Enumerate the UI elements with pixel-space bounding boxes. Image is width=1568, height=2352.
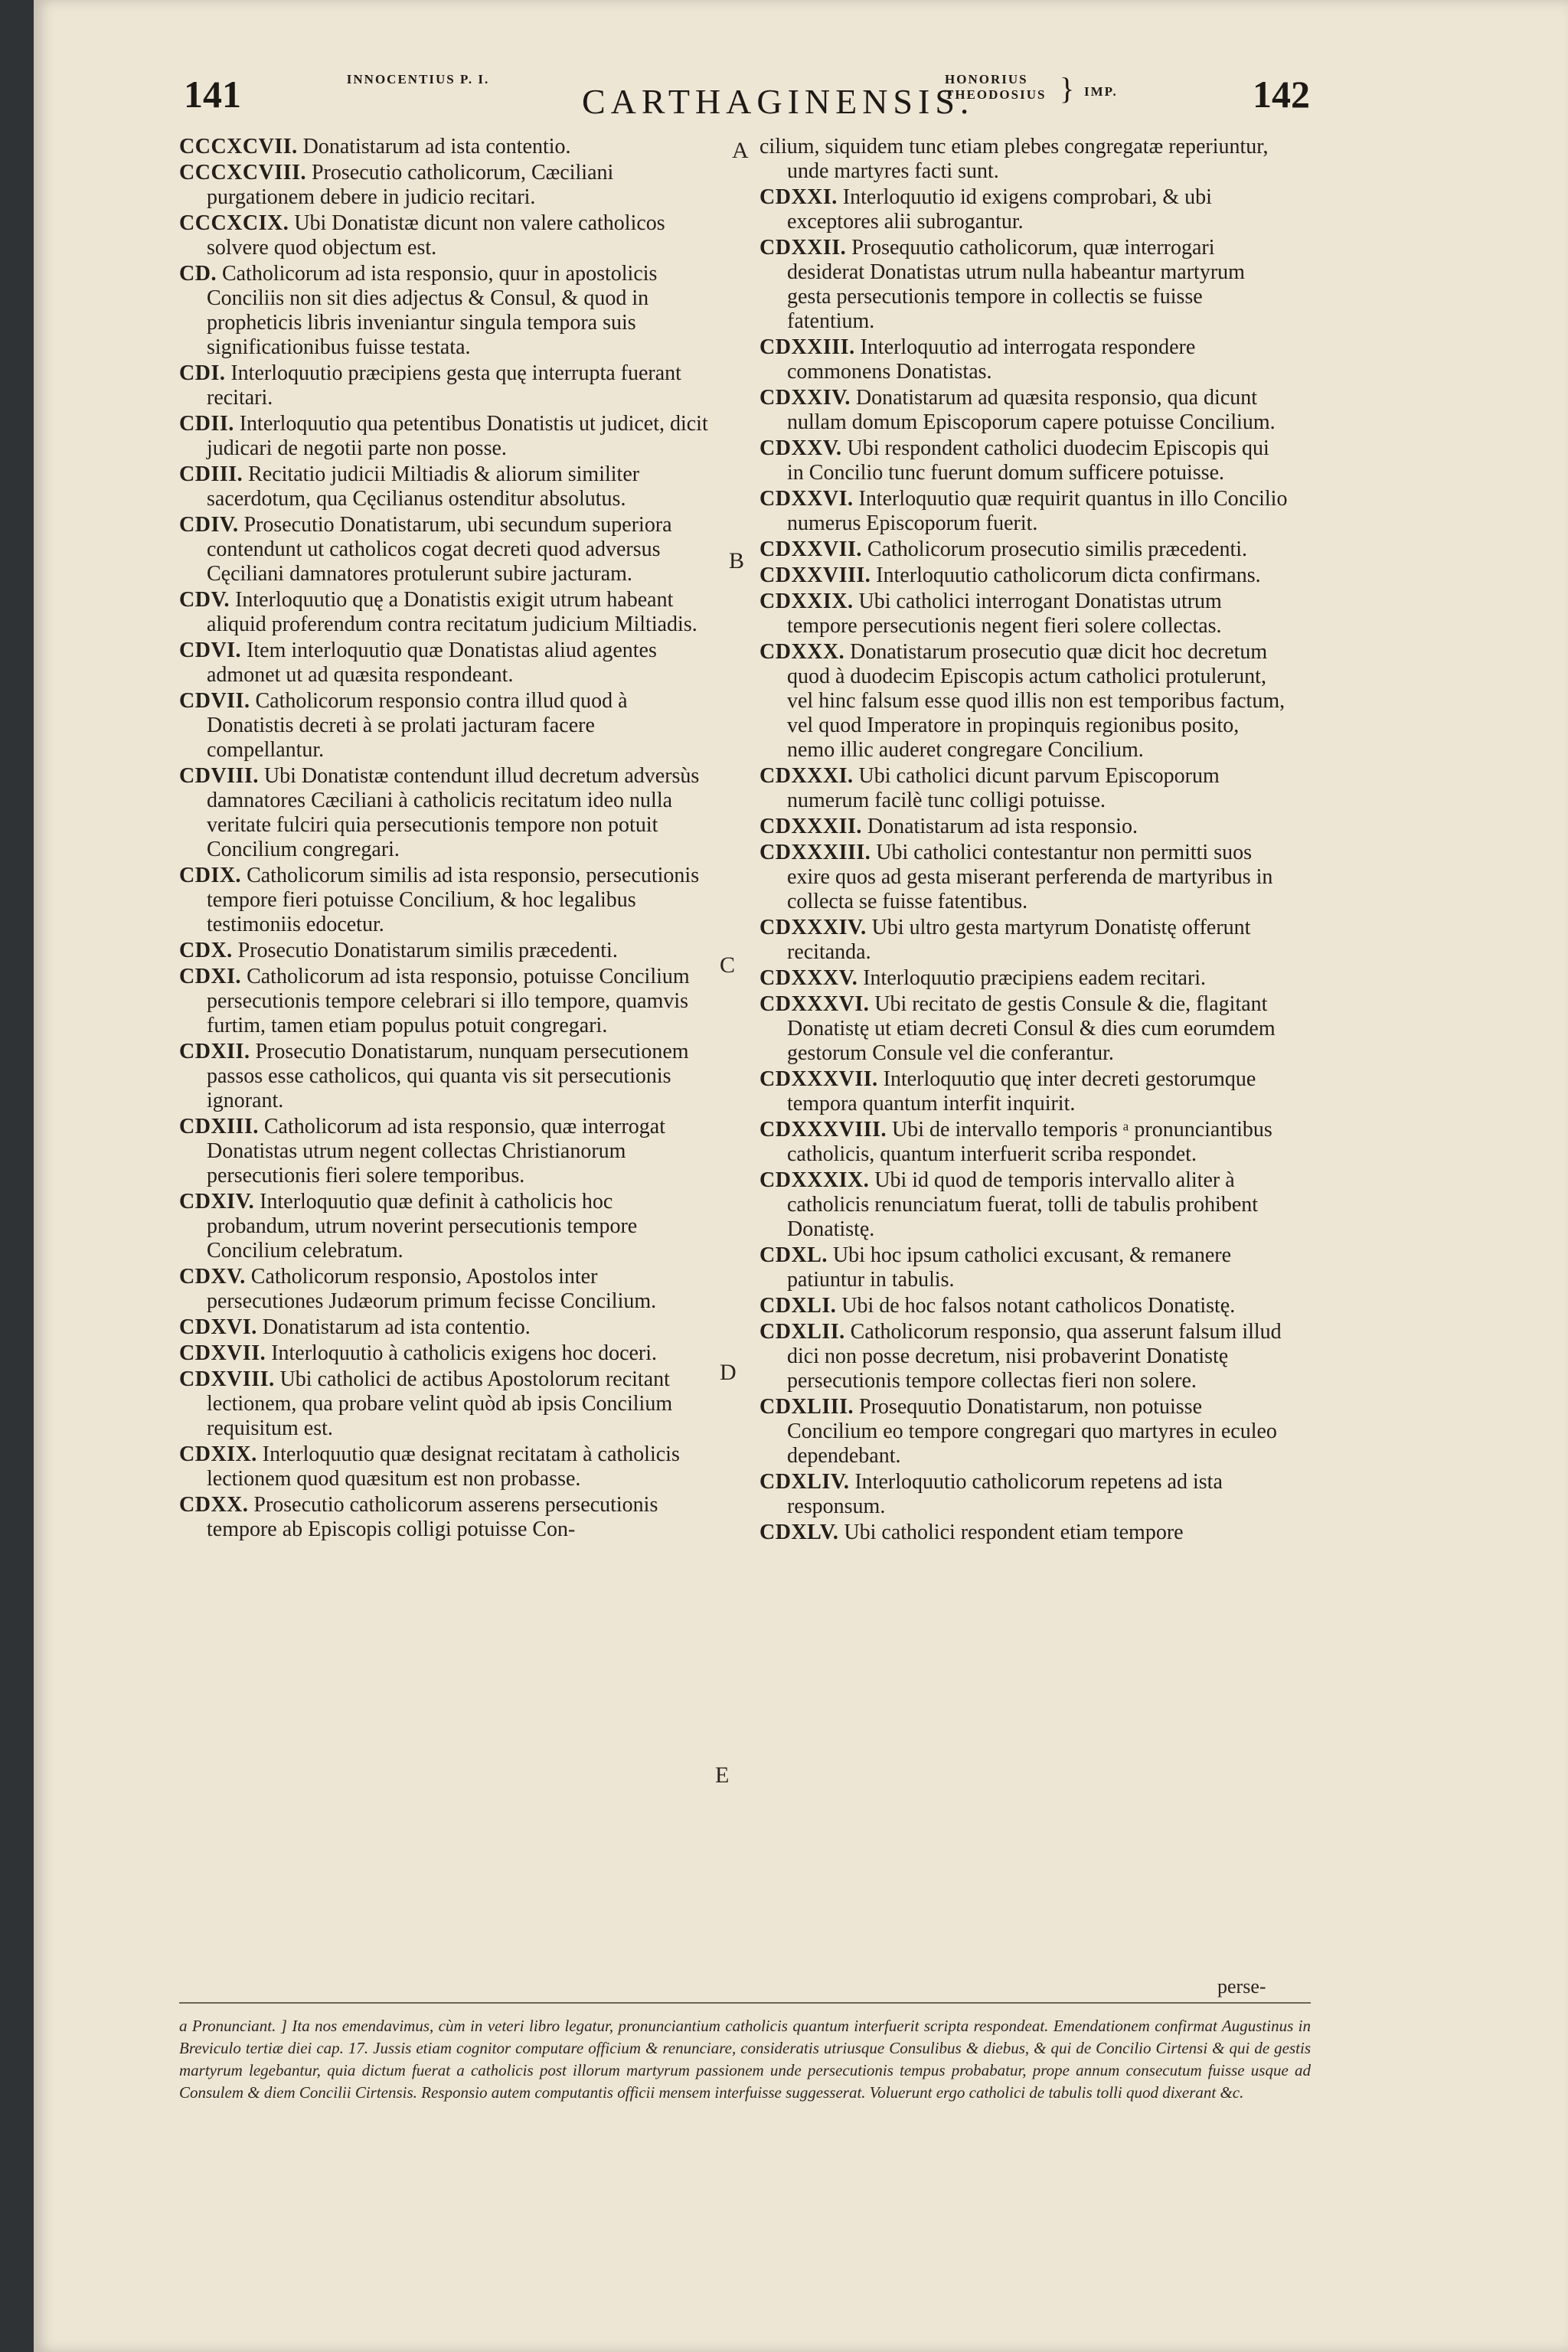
summary-entry	[760, 1320, 1288, 1393]
entry-number: CDVII.	[179, 689, 250, 713]
summary-entry	[179, 462, 715, 511]
summary-entry	[179, 588, 715, 637]
entry-number: CDXVI.	[179, 1315, 257, 1339]
entry-number: CDXXI.	[760, 185, 838, 209]
entry-number: CDXV.	[179, 1265, 246, 1289]
entry-text: Ubi de intervallo temporis ᵃ pronunciantibus catholicis, quantum interfuerit scriba respondet.	[787, 1118, 1272, 1166]
entry-number: CDXXXVI.	[760, 992, 870, 1016]
summary-entry	[179, 1115, 715, 1188]
entry-text: Catholicorum similis ad ista responsio, persecutionis tempore fieri potuisse Concilium, & hoc legalibus testimoniis edocetur.	[207, 864, 700, 936]
entry-text: Interloquutio præcipiens eadem recitari.	[863, 966, 1207, 990]
entry-number: CDXXII.	[760, 236, 847, 260]
entry-text: cilium, siquidem tunc etiam plebes congregatæ reperiuntur, unde martyres facti sunt.	[760, 135, 1269, 183]
summary-entry	[760, 815, 1288, 839]
entry-text: Prosequutio catholicorum, quæ interrogari desiderat Donatistas utrum nulla habeantur martyrum gesta persecutionis tempore in collectis se fuisse fatentium.	[787, 236, 1245, 333]
entry-number: CDXVIII.	[179, 1367, 275, 1391]
summary-entry	[760, 537, 1288, 562]
entry-text: Interloquutio quę a Donatistis exigit utrum habeant aliquid proferendum contra recitatum judicium Miltiadis.	[207, 588, 697, 636]
summary-entry	[760, 841, 1288, 914]
entry-text: Ubi respondent catholici duodecim Episcopis qui in Concilio tunc fuerunt domum sufficere potuisse.	[787, 436, 1269, 485]
entry-number: CDIV.	[179, 513, 239, 537]
summary-entry	[179, 764, 715, 862]
entry-text: Donatistarum ad ista contentio.	[302, 135, 571, 158]
entry-text: Ubi ultro gesta martyrum Donatistę offerunt recitanda.	[787, 916, 1251, 964]
page-title: CARTHAGINENSIS.	[582, 82, 975, 121]
summary-entry	[760, 335, 1288, 384]
margin-letter-a: A	[732, 138, 749, 163]
entry-text: Catholicorum ad ista responsio, potuisse Concilium persecutionis tempore celebrari si illo tempore, quamvis furtim, tamen etiam populus potuit congregari.	[207, 965, 690, 1037]
entry-number: CDXXX.	[760, 640, 845, 664]
entry-text: Ubi hoc ipsum catholici excusant, & remanere patiuntur in tabulis.	[787, 1243, 1232, 1292]
summary-entry	[760, 1118, 1288, 1167]
entry-text: Interloquutio catholicorum dicta confirmans.	[876, 564, 1261, 587]
entry-text: Prosecutio catholicorum, Cæciliani purgationem debere in judicio recitari.	[207, 161, 614, 209]
summary-entry	[760, 966, 1288, 991]
entry-number: CDXXV.	[760, 436, 842, 460]
summary-entry	[760, 1395, 1288, 1468]
entry-text: Donatistarum ad quæsita responsio, qua dicunt nullam domum Episcoporum capere potuisse Concilium.	[787, 386, 1276, 434]
entry-number: CDV.	[179, 588, 230, 612]
page-edge-strip	[0, 0, 34, 2352]
entry-text: Donatistarum prosecutio quæ dicit hoc decretum quod à duodecim Episcopis actum catholici protulerunt, vel hinc falsum esse quod illis non est temporibus factum, vel quod Imperatore in propinquis regionibus posito, nemo illic auderet congregare Concilium.	[787, 640, 1285, 762]
entry-number: CCCXCVIII.	[179, 161, 307, 185]
summary-entry	[760, 1294, 1288, 1318]
entry-number: CDXXXII.	[760, 815, 862, 838]
brace-glyph: }	[1060, 71, 1075, 106]
entry-number: CDXXXIX.	[760, 1168, 870, 1192]
summary-entry	[179, 1315, 715, 1340]
margin-letter-c: C	[720, 952, 736, 978]
entry-text: Ubi de hoc falsos notant catholicos Donatistę.	[841, 1294, 1236, 1318]
entry-number: CDXXXIV.	[760, 916, 867, 939]
entry-number: CDXLIV.	[760, 1470, 850, 1494]
entry-text: Catholicorum responsio, qua asserunt falsum illud dici non posse decretum, nisi probaverint Donatistę persecutionis tempore collectas fieri non solere.	[787, 1320, 1282, 1393]
summary-entry	[760, 135, 1288, 184]
summary-entry	[760, 1067, 1288, 1116]
running-head-emperors	[945, 72, 1060, 103]
running-header	[34, 67, 1568, 129]
running-head-honorius: HONORIUS	[945, 72, 1028, 87]
entry-text: Ubi catholici contestantur non permitti suos exire quos ad gesta miserant perferenda de martyribus in collecta se fuisse fatentibus.	[787, 841, 1273, 913]
entry-number: CDXXVIII.	[760, 564, 871, 587]
entry-number: CDXL.	[760, 1243, 828, 1267]
summary-entry	[179, 161, 715, 210]
entry-number: CDVIII.	[179, 764, 259, 788]
summary-entry	[760, 640, 1288, 763]
summary-entry	[760, 916, 1288, 965]
entry-text: Recitatio judicii Miltiadis & aliorum similiter sacerdotum, qua Cęcilianus ostenditur absolutus.	[207, 462, 640, 511]
summary-entry	[760, 1470, 1288, 1519]
entry-number: CDXII.	[179, 1040, 250, 1063]
summary-entry	[179, 689, 715, 763]
entry-text: Interloquutio ad interrogata respondere commonens Donatistas.	[787, 335, 1196, 384]
entry-text: Ubi catholici interrogant Donatistas utrum tempore persecutionis negent fieri solere collectas.	[787, 590, 1222, 638]
summary-entry	[760, 487, 1288, 536]
page-number-right: 142	[1253, 73, 1310, 116]
entry-number: CDXXVII.	[760, 537, 862, 561]
entry-number: CDXLV.	[760, 1521, 839, 1544]
summary-entry	[179, 1040, 715, 1113]
entry-text: Prosecutio Donatistarum, nunquam persecutionem passos esse catholicos, qui quanta vis sit persecutionis ignorant.	[207, 1040, 689, 1112]
entry-number: CDXXIV.	[760, 386, 851, 410]
footnote: a Pronunciant. ] Ita nos emendavimus, cùm in veteri libro legatur, pronunciantium catholicis quantum interfuerit scripta respondeat. Emendationem confirmat Augustinus in Breviculo tertiæ diei cap. 17. Jussis etiam cognitor computare officium & renunciare, consideratis utriusque Consulibus & diebus, & qui de Concilio Cirtensi & qui de gestis martyrum legebantur, quia dictum fuerat a catholicis post illorum martyrum passionem unde persecutionis tempus probabatur, prope annum consecutum fuisse usque ad Consulem & diem Concilii Cirtensis. Responsio autem computantis officii mensem interfuisse suggesserat. Voluerunt ergo catholici de tabulis tolli quod dixerant &c.	[179, 2017, 1311, 2102]
entry-text: Interloquutio catholicorum repetens ad ista responsum.	[787, 1470, 1223, 1518]
entry-text: Ubi catholici de actibus Apostolorum recitant lectionem, qua probare velint quòd ab ipsis Concilium requisitum est.	[207, 1367, 673, 1440]
entry-text: Prosecutio Donatistarum, ubi secundum superiora contendunt ut catholicos cogat decreti quod adversus Cęciliani damnatores protulerunt subire jacturam.	[207, 513, 672, 586]
entry-text: Item interloquutio quæ Donatistas aliud agentes admonet ut ad quæsita respondeant.	[207, 639, 657, 687]
entry-text: Ubi id quod de temporis intervallo aliter à catholicis renunciatum fuerat, tolli de tabulis prohibent Donatistę.	[787, 1168, 1259, 1241]
entry-number: CDX.	[179, 939, 233, 962]
page-number-left: 141	[184, 73, 241, 116]
margin-letter-b: B	[729, 548, 745, 573]
summary-entry	[179, 513, 715, 586]
entry-text: Prosequutio Donatistarum, non potuisse Concilium eo tempore congregari quo martyres in eculeo dependebant.	[787, 1395, 1277, 1468]
entry-number: CDXLII.	[760, 1320, 845, 1344]
summary-entry	[179, 412, 715, 461]
entry-number: CDXI.	[179, 965, 242, 988]
entry-number: CDXIX.	[179, 1442, 257, 1466]
summary-entry	[179, 1265, 715, 1314]
summary-entry	[760, 1168, 1288, 1242]
entry-text: Catholicorum responsio contra illud quod à Donatistis decreti à se prolati jacturam facere compellantur.	[207, 689, 628, 762]
footnote-rule	[179, 2002, 1311, 2004]
summary-entry	[760, 764, 1288, 813]
entry-number: CDXXXVIII.	[760, 1118, 887, 1142]
summary-entry	[760, 564, 1288, 588]
summary-entry	[760, 590, 1288, 639]
entry-number: CCCXCVII.	[179, 135, 298, 158]
entry-number: CDXIII.	[179, 1115, 259, 1138]
entry-text: Catholicorum prosecutio similis præcedenti.	[867, 537, 1248, 561]
entry-number: CDXXXIII.	[760, 841, 871, 864]
entry-number: CDII.	[179, 412, 234, 436]
entry-number: CDXLI.	[760, 1294, 837, 1318]
entry-text: Interloquutio præcipiens gesta quę interrupta fuerant recitari.	[207, 361, 681, 410]
entry-number: CDIX.	[179, 864, 242, 887]
entry-text: Catholicorum responsio, Apostolos inter persecutiones Judæorum primum fecisse Concilium.	[207, 1265, 657, 1313]
summary-entry	[179, 361, 715, 410]
summary-entry	[760, 436, 1288, 485]
catchword: perse-	[1217, 1975, 1266, 1998]
entry-text: Prosecutio Donatistarum similis præcedenti.	[237, 939, 618, 962]
summary-entry	[760, 236, 1288, 334]
summary-entry	[179, 1442, 715, 1491]
margin-letter-e: E	[715, 1762, 730, 1788]
running-head-imp: IMP.	[1084, 84, 1118, 99]
entry-number: CDXXXI.	[760, 764, 854, 788]
summary-entry	[179, 1341, 715, 1366]
summary-entry	[179, 135, 715, 159]
summary-entry	[179, 1493, 715, 1542]
summary-entry	[760, 185, 1288, 234]
summary-entry	[179, 864, 715, 937]
running-head-theodosius: THEODOSIUS	[945, 87, 1047, 102]
entry-text: Interloquutio quæ definit à catholicis hoc probandum, utrum noverint persecutionis tempore Concilium celebratum.	[207, 1190, 638, 1263]
running-head-innocentius: INNOCENTIUS P. I.	[346, 72, 490, 87]
summary-entry	[179, 211, 715, 260]
entry-number: CDVI.	[179, 639, 242, 662]
entry-number: CDXXVI.	[760, 487, 854, 511]
entry-number: CDXXIX.	[760, 590, 854, 613]
entry-number: CCCXCIX.	[179, 211, 289, 235]
entry-text: Catholicorum ad ista responsio, quur in apostolicis Conciliis non sit dies adjectus & Consul, & quod in propheticis libris inveniantur singula tempora suis significationibus fuisse testata.	[207, 262, 658, 359]
entry-number: CD.	[179, 262, 217, 286]
entry-text: Donatistarum ad ista responsio.	[867, 815, 1138, 838]
entry-text: Ubi Donatistæ dicunt non valere catholicos solvere quod objectum est.	[207, 211, 665, 260]
entry-number: CDI.	[179, 361, 226, 385]
entry-text: Ubi catholici dicunt parvum Episcoporum numerum facilè tunc colligi potuisse.	[787, 764, 1220, 812]
entry-number: CDXXXVII.	[760, 1067, 878, 1091]
entry-number: CDXVII.	[179, 1341, 266, 1365]
entry-number: CDIII.	[179, 462, 243, 486]
entry-text: Ubi catholici respondent etiam tempore	[844, 1521, 1184, 1544]
summary-entry	[179, 939, 715, 963]
summary-entry	[179, 1190, 715, 1263]
entry-text: Catholicorum ad ista responsio, quæ interrogat Donatistas utrum negent collectas Christianorum persecutionis fieri solere temporibus.	[207, 1115, 665, 1187]
entry-text: Interloquutio qua petentibus Donatistis ut judicet, dicit judicari de negotii parte non posse.	[207, 412, 708, 460]
right-column	[760, 135, 1288, 1547]
entry-number: CDXXIII.	[760, 335, 855, 359]
entry-text: Interloquutio quæ designat recitatam à catholicis lectionem quod quæsitum est non probasse.	[207, 1442, 680, 1491]
summary-entry	[179, 1367, 715, 1441]
entry-text: Ubi recitato de gestis Consule & die, flagitant Donatistę ut etiam decreti Consul & dies cum eorumdem gestorum Consule vel die conferantur.	[787, 992, 1276, 1065]
summary-entry	[760, 1243, 1288, 1292]
margin-letter-d: D	[720, 1360, 737, 1385]
entry-number: CDXIV.	[179, 1190, 255, 1214]
entry-number: CDXLIII.	[760, 1395, 854, 1419]
book-page	[34, 0, 1568, 2352]
entry-text: Interloquutio quę inter decreti gestorumque tempora quantum interfit inquirit.	[787, 1067, 1256, 1116]
entry-number: CDXX.	[179, 1493, 249, 1517]
entry-number: CDXXXV.	[760, 966, 858, 990]
entry-text: Ubi Donatistæ contendunt illud decretum adversùs damnatores Cæciliani à catholicis recitatum ideo nulla veritate fulciri quia persecutionis tempore non potuit Concilium congregari.	[207, 764, 700, 861]
left-column	[179, 135, 715, 1544]
summary-entry	[179, 965, 715, 1038]
summary-entry	[179, 639, 715, 688]
summary-entry	[760, 992, 1288, 1066]
summary-entry	[760, 1521, 1288, 1545]
summary-entry	[179, 262, 715, 360]
entry-text: Interloquutio à catholicis exigens hoc doceri.	[271, 1341, 658, 1365]
entry-text: Donatistarum ad ista contentio.	[262, 1315, 531, 1339]
summary-entry	[760, 386, 1288, 435]
entry-text: Prosecutio catholicorum asserens persecutionis tempore ab Episcopis colligi potuisse Con-	[207, 1493, 658, 1541]
entry-text: Interloquutio id exigens comprobari, & ubi exceptores alii subrogantur.	[787, 185, 1212, 234]
entry-text: Interloquutio quæ requirit quantus in illo Concilio numerus Episcoporum fuerit.	[787, 487, 1288, 535]
